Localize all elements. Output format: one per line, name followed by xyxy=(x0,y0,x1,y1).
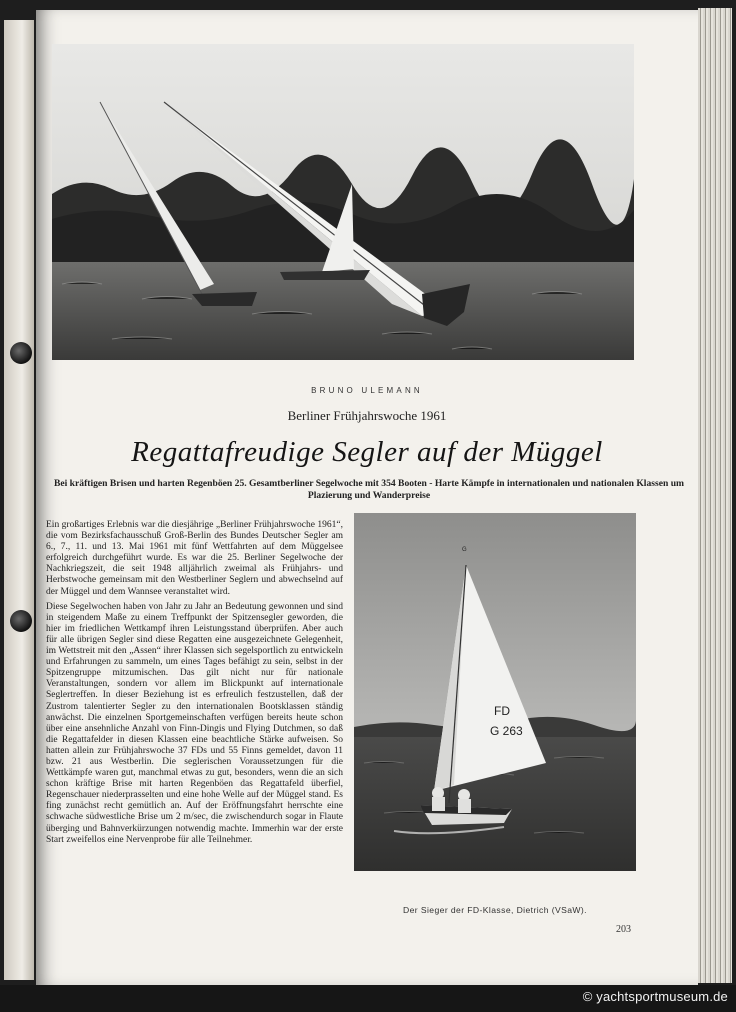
copyright-credit: © yachtsportmuseum.de xyxy=(582,989,728,1004)
article-subtitle: Berliner Frühjahrswoche 1961 xyxy=(287,408,447,423)
page-number: 203 xyxy=(616,924,631,935)
sail-marking: G xyxy=(462,547,467,553)
fd-dinghy-photo-icon xyxy=(354,513,636,871)
winner-photo xyxy=(354,513,636,871)
article-body xyxy=(46,520,343,920)
article-author: BRUNO ULEMANN xyxy=(311,386,423,395)
binder-strip xyxy=(4,20,34,980)
binder-ring-icon xyxy=(10,342,32,364)
magazine-page xyxy=(36,10,698,985)
photo-caption: Der Sieger der FD-Klasse, Dietrich (VSaW). xyxy=(403,905,587,915)
page-edges xyxy=(698,8,732,983)
sail-marking: G 263 xyxy=(490,724,523,738)
article-paragraph: Diese Segelwochen haben von Jahr zu Jahr an Bedeutung gewonnen und sind in steigendem Maße zu einem Treffpunkt der Spitzensegler geworden, die hier im friedlichen Wettkampf ihren Leistungsstand überprüfen. Aber auch für alle übrigen Segler sind diese Regatten eine ausgezeichnete Gelegenheit, im Wettstreit mit den „Assen“ ihrer Klassen sich segelsportlich zu entwickeln und Erfahrungen zu sammeln, um eines Tages befähigt zu sein, selbst in der Spitzengruppe mitzumischen. Das gilt nicht nur für nationale Veranstaltungen, sondern vor allem im Blickpunkt auf internationale Seglertreffen. In dieser Beziehung ist es erfreulich festzustellen, daß der Zustrom talentierter Segler zu den internationalen Bootsklassen ständig anwächst. Die einzelnen Sportgemeinschaften verfügen bereits heute schon über eine ansehnliche Anzahl von Finn-Dingis und Flying Dutchmen, so daß die Regattafelder in diesen Klassen eine beachtliche Stärke aufweisen. So hatten allein zur Frühjahrswoche 37 FDs und 55 Finns gemeldet, davon 11 bzw. 21 aus Westberlin. Die seglerischen Voraussetzungen für die Wettkämpfe waren gut, manchmal etwas zu gut, besonders, wenn die an sich schon kräftige Brise mit harten Regenböen das Regattafeld überfiel, Regenschauer niederprasselten und eine hohe Welle auf der Müggel stand. Es fing zunächst recht gemütlich an. Auf der Eröffnungsfahrt herrschte eine schwache südwestliche Brise um 2 m/sec, die zwischendurch sogar in Flaute überging und Bahnverkürzungen notwendig machte. Immerhin war der erste Start zweifellos eine Nervenprobe für alle Teilnehmer. xyxy=(46,601,343,845)
regatta-photo xyxy=(52,44,634,360)
article-paragraph: Ein großartiges Erlebnis war die diesjährige „Berliner Frühjahrswoche 1961“, die vom Bezirksfachausschuß Groß-Berlin des Bundes Deutscher Segler am 6., 7., 11. und 13. Mai 1961 mit fünf Wettfahrten auf dem Müggelsee erfolgreich durchgeführt wurde. Es war die 25. Berliner Segelwoche der Nachkriegszeit, die seit 1948 alljährlich zweimal als Frühjahrs- und Herbstwoche gemeinsam mit den Westberliner Seglern und abwechselnd auf der Müggel und dem Wannsee veranstaltet wird. xyxy=(46,520,343,597)
sailboats-photo-icon xyxy=(52,44,634,360)
sail-marking: FD xyxy=(494,704,510,718)
article-title: Regattafreudige Segler auf der Müggel xyxy=(131,436,603,468)
binder-ring-icon xyxy=(10,610,32,632)
article-lead: Bei kräftigen Brisen und harten Regenböen 25. Gesamtberliner Segelwoche mit 354 Booten - Harte Kämpfe in internationalen und nationalen Klassen um Plazierung und Wanderpreise xyxy=(53,478,685,501)
